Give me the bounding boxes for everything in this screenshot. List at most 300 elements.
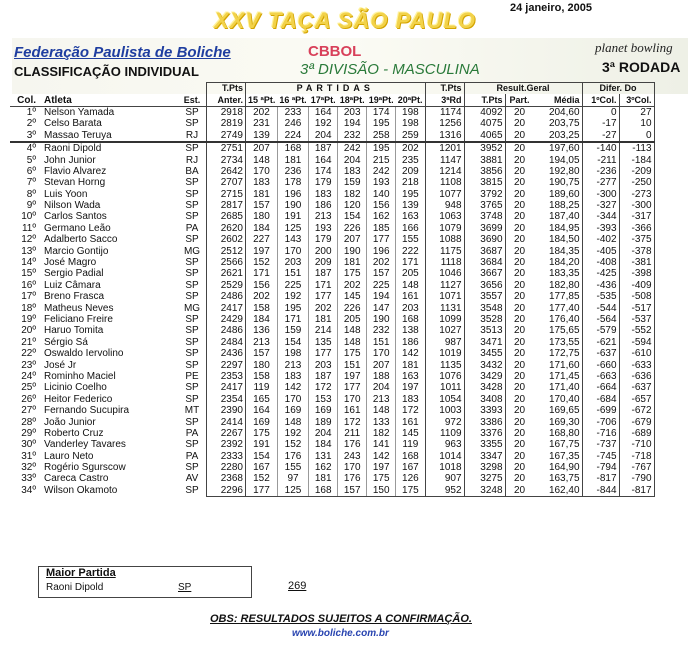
difer-col1-cell: -663 [582,371,619,382]
tpts-3rd-cell: 1079 [425,223,464,234]
athlete-cell: Sergio Padial [44,268,104,280]
tpts-3rd-cell: 1076 [425,371,464,382]
tpts-3rd-cell: 948 [425,200,464,211]
game-score-cell: 175 [253,427,270,439]
game-score-cell: 203 [277,257,308,268]
athlete-cell: Luis Yoon [44,188,88,200]
tpts-total-cell: 3815 [464,177,505,188]
tpts-3rd-cell: 952 [425,485,464,497]
difer-col1-cell: -737 [582,439,619,450]
tpts-anter-cell: 2280 [207,462,246,473]
tpts-3rd-cell: 1018 [425,462,464,473]
position-cell: 18º [21,302,36,314]
state-cell: MT [184,405,200,417]
tpts-anter-cell: 2602 [207,234,246,245]
state-cell: SP [185,200,199,212]
game-score-cell: 170 [367,348,396,359]
tpts-anter-cell: 2417 [207,382,246,393]
tpts-anter-cell: 2751 [207,142,246,154]
header-difer-col1: 1ºCol. [582,94,619,106]
part-cell: 20 [513,382,526,394]
part-cell: 20 [513,462,526,474]
game-score-cell: 153 [309,394,338,405]
media-cell: 194,05 [548,154,580,166]
difer-col1-cell: -277 [582,177,619,188]
game-score-cell: 207 [246,142,278,154]
game-score-cell: 207 [338,234,367,245]
tpts-total-cell: 3471 [464,337,505,348]
game-score-cell: 225 [277,280,308,291]
position-cell: 20º [21,325,36,337]
game-score-cell: 192 [309,118,338,129]
table-row [10,485,654,497]
game-score-cell: 125 [277,485,308,497]
part-cell: 20 [513,211,526,223]
state-cell: SP [185,485,199,497]
game-score-cell: 213 [277,359,308,370]
table-row [10,106,654,118]
difer-col3-cell: -718 [619,451,654,462]
difer-col1-cell: -579 [582,325,619,336]
table-row [10,416,654,427]
tpts-3rd-cell: 1019 [425,348,464,359]
difer-col3-cell: -375 [619,234,654,245]
tpts-anter-cell: 2414 [207,416,246,427]
tpts-anter-cell: 2620 [207,223,246,234]
game-score-cell: 168 [309,485,338,497]
tpts-anter-cell: 2734 [207,154,246,165]
difer-col3-cell: -398 [619,268,654,279]
tpts-total-cell: 3748 [464,211,505,222]
difer-col3-cell: -517 [619,302,654,313]
difer-col1-cell: -300 [582,189,619,200]
tpts-3rd-cell: 1088 [425,234,464,245]
athlete-cell: Careca Castro [44,473,109,485]
game-score-cell: 170 [253,165,270,177]
game-score-cell: 181 [309,473,338,484]
game-score-cell: 183 [338,166,367,177]
game-score-cell: 190 [367,314,396,325]
table-row [10,405,654,416]
header-part: Part. [505,94,534,106]
part-cell: 20 [513,336,526,348]
tpts-anter-cell: 2642 [207,166,246,177]
game-score-cell: 213 [253,336,270,348]
game-score-cell: 164 [309,154,338,165]
maior-partida-est: SP [178,582,192,593]
part-cell: 20 [505,142,534,154]
tpts-3rd-cell: 1214 [425,166,464,177]
tpts-total-cell: 3513 [464,325,505,336]
game-score-cell: 175 [338,348,367,359]
game-score-cell: 136 [253,325,270,337]
tpts-total-cell: 3355 [464,439,505,450]
game-score-cell: 119 [396,439,425,450]
tpts-total-cell: 3765 [464,200,505,211]
part-cell: 20 [513,222,526,234]
media-cell: 188,25 [548,200,580,212]
media-cell: 204,60 [548,106,580,118]
game-score-cell: 202 [309,302,338,313]
header-game-19: 19ªPt. [367,94,396,106]
state-cell: SP [185,336,199,348]
tpts-3rd-cell: 1071 [425,291,464,302]
game-score-cell: 157 [338,485,367,497]
game-score-cell: 202 [367,257,396,268]
game-score-cell: 175 [396,485,425,497]
game-score-cell: 242 [338,142,367,154]
part-cell: 20 [513,291,526,303]
game-score-cell: 158 [253,302,270,314]
game-score-cell: 195 [396,189,425,200]
media-cell: 184,20 [548,257,580,269]
part-cell: 20 [513,279,526,291]
athlete-cell: Breno Frasca [44,291,105,303]
difer-col3-cell: -273 [619,189,654,200]
tpts-anter-cell: 2685 [207,211,246,222]
game-score-cell: 184 [253,222,270,234]
tpts-3rd-cell: 1108 [425,177,464,188]
tpts-total-cell: 3667 [464,268,505,279]
state-cell: SP [185,291,199,303]
game-score-cell: 258 [367,130,396,142]
difer-col3-cell: -300 [619,200,654,211]
game-score-cell: 196 [367,245,396,256]
position-cell: 34º [21,485,36,497]
difer-col1-cell: -425 [582,268,619,279]
game-score-cell: 205 [396,268,425,279]
state-cell: AV [185,473,199,485]
state-cell: SP [185,462,199,474]
state-cell: SP [185,177,199,189]
tpts-anter-cell: 2819 [207,118,246,129]
game-score-cell: 197 [338,371,367,382]
game-score-cell: 170 [338,462,367,473]
game-score-cell: 202 [253,106,270,118]
difer-col1-cell: -699 [582,405,619,416]
tpts-3rd-cell: 1316 [425,130,464,142]
part-cell: 20 [513,427,526,439]
game-score-cell: 163 [396,371,425,382]
table-row [10,257,654,268]
tpts-total-cell: 3275 [464,473,505,484]
game-score-cell: 139 [396,200,425,211]
difer-col1-cell: -621 [582,337,619,348]
game-score-cell: 150 [367,485,396,497]
tpts-total-cell: 3656 [464,280,505,291]
game-score-cell: 133 [367,416,396,427]
athlete-cell: Massao Teruya [44,129,112,141]
game-score-cell: 168 [396,451,425,462]
game-score-cell: 243 [338,451,367,462]
athlete-cell: Adalberto Sacco [44,234,118,246]
game-score-cell: 186 [396,337,425,348]
difer-col1-cell: -236 [582,166,619,177]
part-cell: 20 [513,257,526,269]
table-row [10,473,654,484]
difer-col1-cell: -211 [582,154,619,165]
tpts-anter-cell: 2529 [207,280,246,291]
position-cell: 12º [21,234,36,246]
table-row [10,189,654,200]
table-row [10,268,654,279]
position-cell: 2º [26,118,36,130]
game-score-cell: 165 [253,393,270,405]
position-cell: 17º [21,291,36,303]
game-score-cell: 190 [277,200,308,211]
game-score-cell: 154 [253,450,270,462]
media-cell: 170,40 [548,393,580,405]
difer-col1-cell: -817 [582,473,619,484]
part-cell: 20 [513,177,526,189]
game-score-cell: 242 [367,166,396,177]
game-score-cell: 235 [396,154,425,165]
game-score-cell: 225 [367,280,396,291]
difer-col3-cell: -381 [619,257,654,268]
state-cell: SP [185,211,199,223]
table-row [10,462,654,473]
game-score-cell: 142 [396,348,425,359]
tpts-3rd-cell: 1256 [425,118,464,129]
athlete-cell: José Jr [44,359,77,371]
game-score-cell: 145 [338,291,367,302]
table-row [10,348,654,359]
game-score-cell: 176 [338,439,367,450]
difer-col1-cell: -684 [582,394,619,405]
media-cell: 189,60 [548,188,580,200]
tpts-total-cell: 3429 [464,371,505,382]
game-score-cell: 183 [309,189,338,200]
part-cell: 20 [513,405,526,417]
difer-col3-cell: -636 [619,371,654,382]
athlete-cell: Marcio Gontijo [44,245,109,257]
position-cell: 6º [26,165,36,177]
table-row [10,118,654,129]
tpts-total-cell: 3428 [464,382,505,393]
part-cell: 20 [513,359,526,371]
part-cell: 20 [513,325,526,337]
difer-col1-cell: -402 [582,234,619,245]
game-score-cell: 179 [309,234,338,245]
tpts-total-cell: 3376 [464,428,505,439]
header-media: Média [534,94,583,106]
game-score-cell: 197 [253,245,270,257]
tpts-total-cell: 3408 [464,394,505,405]
header-difer: Difer. Do [582,83,654,95]
game-score-cell: 155 [396,234,425,245]
game-score-cell: 204 [309,428,338,439]
difer-col3-cell: -366 [619,223,654,234]
tpts-total-cell: 3856 [464,166,505,177]
game-score-cell: 204 [367,382,396,393]
game-score-cell: 176 [338,473,367,484]
athlete-cell: Feliciano Freire [44,314,113,325]
athlete-cell: Nilson Wada [44,200,101,212]
media-cell: 190,75 [548,177,580,189]
difer-col1-cell: -660 [582,359,619,370]
media-cell: 173,55 [548,336,580,348]
game-score-cell: 207 [367,359,396,370]
game-score-cell: 157 [253,348,270,360]
tpts-3rd-cell: 1014 [425,451,464,462]
game-score-cell: 120 [338,200,367,211]
difer-col3-cell: -817 [619,485,654,497]
state-cell: SP [185,257,199,269]
game-score-cell: 187 [309,371,338,382]
game-score-cell: 151 [367,337,396,348]
position-cell: 22º [21,348,36,360]
tpts-anter-cell: 2566 [207,257,246,268]
difer-col3-cell: -378 [619,245,654,256]
media-cell: 184,50 [548,234,580,246]
game-score-cell: 204 [338,154,367,165]
table-row [10,211,654,222]
tpts-total-cell: 3347 [464,451,505,462]
athlete-cell: Vanderley Tavares [44,439,126,451]
difer-col3-cell: -689 [619,428,654,439]
state-cell: PE [185,370,199,382]
position-cell: 19º [21,314,36,325]
state-cell: SP [185,268,199,280]
game-score-cell: 205 [338,314,367,325]
game-score-cell: 231 [253,118,270,130]
game-score-cell: 211 [338,428,367,439]
state-cell: PA [185,450,199,462]
media-cell: 187,40 [548,211,580,223]
difer-col3-cell: -317 [619,211,654,222]
tpts-anter-cell: 2749 [207,130,246,142]
game-score-cell: 172 [396,405,425,416]
game-score-cell: 151 [338,359,367,370]
position-cell: 21º [21,336,36,348]
round-title: 3ª RODADA [602,59,681,75]
state-cell: RJ [185,129,199,141]
game-score-cell: 148 [253,154,270,166]
table-row [10,359,654,370]
athlete-cell: Fernando Sucupira [44,405,130,417]
tpts-anter-cell: 2486 [207,325,246,336]
game-score-cell: 169 [253,416,270,428]
federacao-title: Federação Paulista de Boliche [14,44,231,61]
state-cell: SP [185,314,199,325]
position-cell: 3º [26,129,36,141]
game-score-cell: 190 [338,245,367,256]
game-score-cell: 181 [309,314,338,325]
tpts-total-cell: 3557 [464,291,505,302]
game-score-cell: 170 [277,245,308,256]
part-cell: 20 [505,485,534,497]
game-score-cell: 202 [396,142,425,154]
state-cell: SP [185,348,199,360]
table-row [10,142,654,154]
game-score-cell: 203 [396,302,425,313]
game-score-cell: 131 [309,451,338,462]
part-cell: 20 [513,439,526,451]
difer-col1-cell: -405 [582,245,619,256]
game-score-cell: 183 [253,177,270,189]
game-score-cell: 166 [396,223,425,234]
game-score-cell: 187 [309,268,338,279]
position-cell: 31º [21,450,36,462]
game-score-cell: 168 [277,142,308,154]
game-score-cell: 236 [277,166,308,177]
media-cell: 171,60 [548,359,580,371]
site-link[interactable]: www.boliche.com.br [292,628,389,639]
tpts-3rd-cell: 1077 [425,189,464,200]
state-cell: SP [185,106,199,118]
media-cell: 175,65 [548,325,580,337]
game-score-cell: 192 [277,428,308,439]
table-row [10,130,654,142]
part-cell: 20 [513,370,526,382]
position-cell: 23º [21,359,36,371]
difer-col3-cell: -508 [619,291,654,302]
game-score-cell: 188 [367,371,396,382]
game-score-cell: 161 [396,416,425,427]
table-row [10,234,654,245]
game-score-cell: 155 [277,462,308,473]
part-cell: 20 [513,393,526,405]
game-score-cell: 218 [396,177,425,188]
game-score-cell: 192 [277,291,308,302]
tpts-3rd-cell: 1099 [425,314,464,325]
game-score-cell: 161 [338,405,367,416]
state-cell: RJ [185,154,199,166]
game-score-cell: 259 [396,130,425,142]
game-score-cell: 193 [367,177,396,188]
part-cell: 20 [513,188,526,200]
game-score-cell: 191 [253,439,270,451]
media-cell: 172,75 [548,348,580,360]
game-score-cell: 168 [396,314,425,325]
game-score-cell: 171 [309,280,338,291]
tpts-total-cell: 4075 [464,118,505,129]
athlete-cell: Stevan Horng [44,177,106,189]
game-score-cell: 157 [367,268,396,279]
state-cell: PA [185,222,199,234]
difer-col3-cell: -790 [619,473,654,484]
tpts-3rd-cell: 1109 [425,428,464,439]
game-score-cell: 159 [338,177,367,188]
difer-col3-cell: 10 [619,118,654,129]
part-cell: 20 [513,106,526,118]
game-score-cell: 151 [277,268,308,279]
difer-col3-cell: -633 [619,359,654,370]
position-cell: 32º [21,462,36,474]
media-cell: 169,65 [548,405,580,417]
position-cell: 15º [21,268,36,280]
part-cell: 20 [513,473,526,485]
difer-col3-cell: -594 [619,337,654,348]
athlete-cell: John Junior [44,154,96,166]
difer-col1-cell: -844 [582,485,619,497]
difer-col3-cell: -710 [619,439,654,450]
game-score-cell: 157 [253,200,270,212]
part-cell: 20 [513,450,526,462]
tpts-total-cell: 3393 [464,405,505,416]
game-score-cell: 195 [277,302,308,313]
game-score-cell: 140 [367,189,396,200]
game-score-cell: 198 [277,348,308,359]
classification-title: CLASSIFICAÇÃO INDIVIDUAL [14,64,199,79]
table-header-top [10,83,654,95]
tpts-anter-cell: 2354 [207,394,246,405]
game-score-cell: 156 [253,279,270,291]
media-cell: 182,80 [548,279,580,291]
game-score-cell: 170 [338,394,367,405]
game-score-cell: 184 [309,439,338,450]
header-game-18: 18ªPt. [338,94,367,106]
